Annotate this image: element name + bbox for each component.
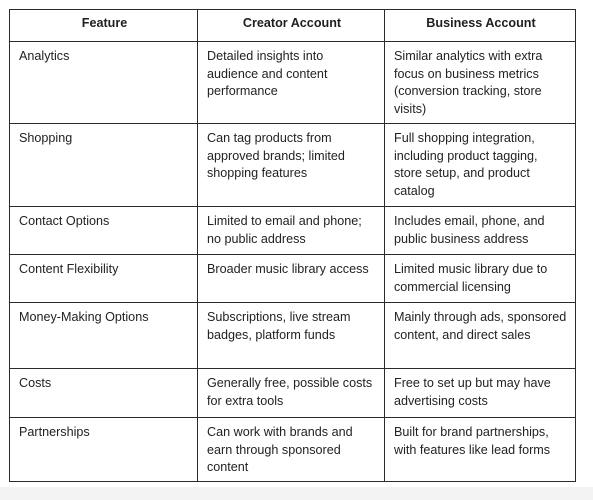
header-row [10, 10, 576, 42]
table-row [10, 303, 576, 369]
table-body [10, 42, 576, 482]
feature-cell: Content Flexibility [10, 255, 198, 303]
business-cell: Mainly through ads, sponsored content, and direct sales [385, 303, 576, 369]
table-header [10, 10, 576, 42]
creator-cell: Can tag products from approved brands; limited shopping features [198, 124, 385, 207]
feature-cell: Partnerships [10, 418, 198, 482]
creator-cell: Generally free, possible costs for extra tools [198, 369, 385, 418]
table-row [10, 418, 576, 482]
table-row [10, 207, 576, 255]
business-cell: Includes email, phone, and public business address [385, 207, 576, 255]
table-row [10, 255, 576, 303]
comparison-table [9, 9, 576, 482]
bottom-margin-strip [0, 487, 593, 500]
creator-cell: Limited to email and phone; no public address [198, 207, 385, 255]
feature-cell: Contact Options [10, 207, 198, 255]
header-creator-account: Creator Account [198, 10, 385, 42]
feature-cell: Shopping [10, 124, 198, 207]
table-row [10, 42, 576, 124]
header-business-account: Business Account [385, 10, 576, 42]
business-cell: Built for brand partnerships, with features like lead forms [385, 418, 576, 482]
feature-cell: Money-Making Options [10, 303, 198, 369]
creator-cell: Broader music library access [198, 255, 385, 303]
creator-cell: Can work with brands and earn through sponsored content [198, 418, 385, 482]
business-cell: Limited music library due to commercial licensing [385, 255, 576, 303]
table-row [10, 124, 576, 207]
business-cell: Full shopping integration, including product tagging, store setup, and product catalog [385, 124, 576, 207]
table-row [10, 369, 576, 418]
header-feature: Feature [10, 10, 198, 42]
business-cell: Free to set up but may have advertising costs [385, 369, 576, 418]
feature-cell: Analytics [10, 42, 198, 124]
creator-cell: Detailed insights into audience and content performance [198, 42, 385, 124]
creator-cell: Subscriptions, live stream badges, platform funds [198, 303, 385, 369]
business-cell: Similar analytics with extra focus on business metrics (conversion tracking, store visits) [385, 42, 576, 124]
feature-cell: Costs [10, 369, 198, 418]
